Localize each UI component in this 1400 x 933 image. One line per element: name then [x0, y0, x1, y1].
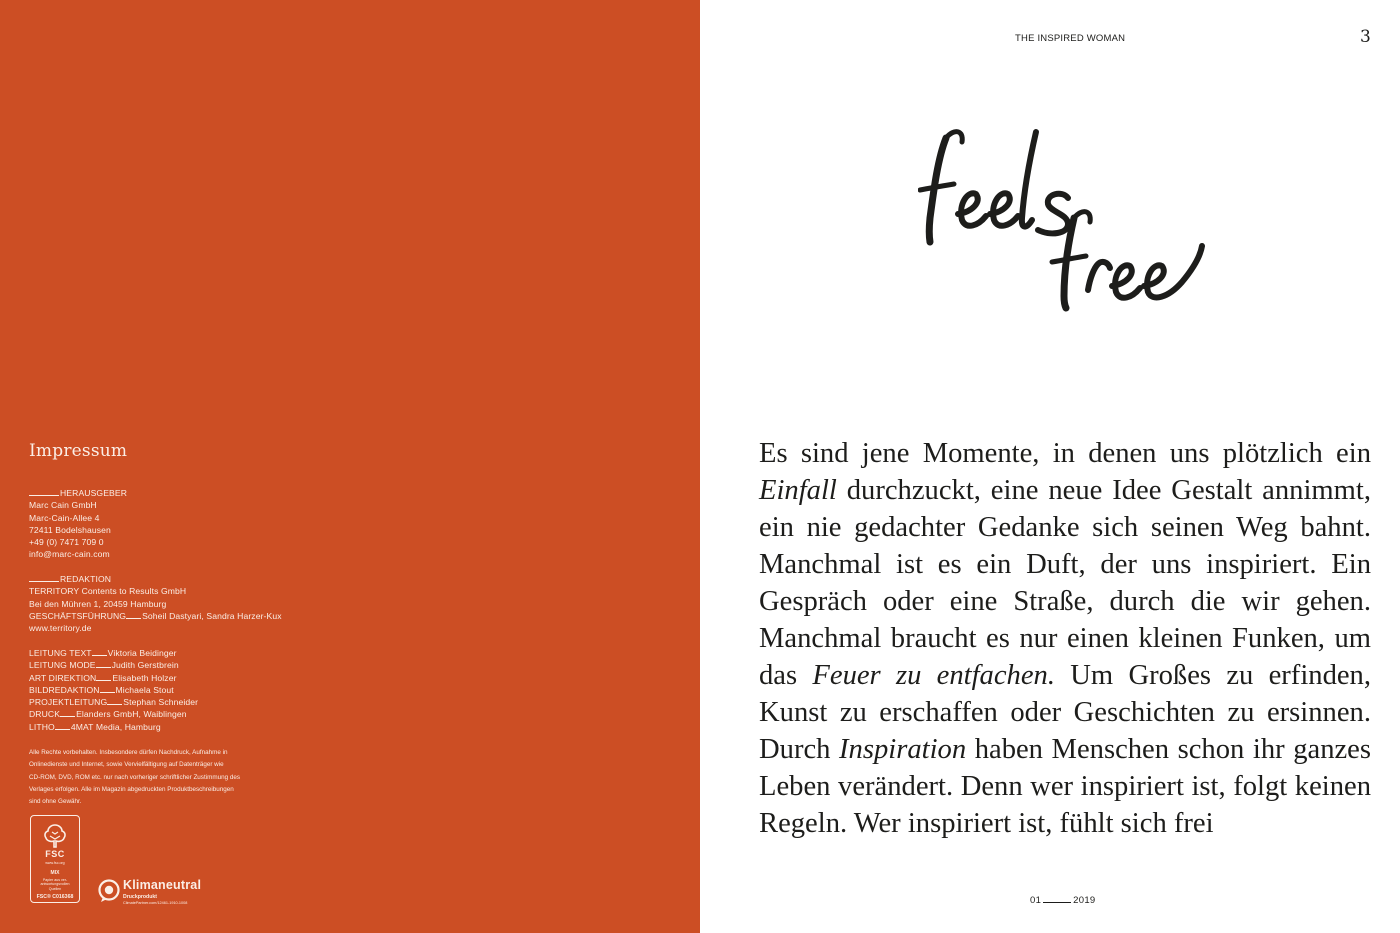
management-label: GESCHÄFTSFÜHRUNG [29, 610, 127, 621]
herausgeber-company: Marc Cain GmbH [29, 500, 97, 511]
rule-line [29, 574, 59, 582]
legal-notice [29, 747, 284, 808]
fsc-mix: MIX [50, 869, 60, 876]
staff-role: LITHO [29, 721, 55, 732]
staff-person: Viktoria Beidinger [107, 648, 177, 658]
running-head: THE INSPIRED WOMAN [1015, 33, 1126, 44]
staff-person: Judith Gerstbrein [111, 660, 179, 671]
herausgeber-label: HERAUSGEBER [60, 488, 128, 498]
staff-role: PROJEKTLEITUNG [29, 697, 108, 708]
staff-role: DRUCK [29, 709, 61, 720]
legal-line: CD-ROM, DVD, ROM etc. nur nach vorheriger schriftlicher Zustimmung des [29, 773, 241, 781]
staff-row [29, 684, 198, 696]
rule-line [1043, 895, 1071, 903]
staff-role: BILDREDAKTION [29, 684, 100, 695]
climate-partner-icon [98, 879, 120, 903]
staff-row [29, 708, 198, 720]
redaktion-url: www.territory.de [29, 623, 92, 634]
staff-person: 4MAT Media, Hamburg [70, 721, 161, 732]
intro-paragraph [759, 435, 1371, 842]
rule-line [60, 709, 75, 717]
body-text-run: durchzuckt, eine neue Idee Gestalt annimmt, ein nie gedachter Gedanke sich seinen Weg bahnt. Manchmal ist es ein Duft, der uns inspiriert. Ein Gespräch oder eine Straße, durch die wir gehen. Manchmal braucht es nur einen kleinen Funken, um das [759, 475, 1371, 691]
fsc-tree-icon [40, 822, 70, 850]
herausgeber-phone: +49 (0) 7471 709 0 [29, 537, 104, 548]
staff-role: ART DIREKTION [29, 672, 97, 683]
klimaneutral-title: Klimaneutral [123, 878, 202, 892]
rule-line [126, 611, 141, 619]
rule-line [55, 722, 70, 730]
rule-line [96, 673, 111, 681]
redaktion-label-line [29, 573, 282, 585]
fsc-code: FSC® C016368 [36, 894, 74, 900]
herausgeber-street: Marc-Cain-Allee 4 [29, 512, 100, 523]
issue-folio [1030, 895, 1096, 906]
management-names: Soheil Dastyari, Sandra Harzer-Kux [142, 610, 282, 621]
fsc-desc-line: Quellen [48, 886, 62, 891]
klimaneutral-subtitle: Druckprodukt [123, 894, 158, 900]
klimaneutral-badge [98, 877, 228, 909]
herausgeber-email: info@marc-cain.com [29, 549, 110, 560]
rule-line [107, 697, 122, 705]
folio-year: 2019 [1073, 895, 1096, 906]
legal-line: Alle Rechte vorbehalten. Insbesondere dürfen Nachdruck, Aufnahme in [29, 749, 228, 756]
staff-person: Stephan Schneider [123, 697, 199, 708]
page-number: 3 [1360, 27, 1371, 47]
staff-list [29, 647, 198, 733]
staff-person: Elanders GmbH, Waiblingen [76, 709, 187, 720]
feels-free-headline [918, 118, 1218, 318]
staff-row [29, 659, 198, 671]
body-text-run: Um Großes zu erfinden, Kunst zu erschaffen oder Geschichten zu ersinnen. Durch [759, 660, 1372, 765]
fsc-desc-line: antwortungsvollen [40, 882, 70, 887]
fsc-desc-line: Papier aus ver- [42, 877, 68, 882]
fsc-site: www.fsc.org [45, 861, 65, 865]
legal-line: Onlinedienste und Internet, sowie Vervielfältigung auf Datenträger wie [29, 761, 224, 769]
staff-row [29, 696, 198, 708]
body-text-run: Es sind jene Momente, in denen uns plötzlich ein [759, 438, 1371, 469]
redaktion-management [29, 610, 282, 622]
legal-line: sind ohne Gewähr. [29, 798, 82, 806]
rule-line [100, 685, 115, 693]
right-page-editorial [700, 0, 1400, 933]
staff-role: LEITUNG MODE [29, 660, 96, 671]
legal-line: Verlages erfolgen. Alle im Magazin abgedruckten Produktbeschreibungen [29, 785, 234, 793]
body-text-emphasis: Inspiration [839, 734, 967, 765]
folio-issue: 01 [1030, 895, 1042, 906]
staff-row [29, 721, 198, 733]
redaktion-label: REDAKTION [60, 574, 112, 584]
herausgeber-label-line [29, 487, 127, 499]
fsc-badge [30, 815, 80, 903]
staff-row [29, 672, 198, 684]
redaktion-block [29, 573, 282, 634]
staff-role: LEITUNG TEXT [29, 648, 92, 658]
herausgeber-block [29, 487, 127, 561]
fsc-letters: FSC [45, 849, 65, 859]
herausgeber-city: 72411 Bodelshausen [29, 524, 111, 535]
rule-line [96, 660, 111, 668]
body-text-run: haben Menschen schon ihr ganzes Leben verändert. Denn wer inspiriert ist, folgt keinen Regeln. Wer inspiriert ist, fühlt sich frei [759, 734, 1371, 839]
body-text-emphasis: Feuer zu entfachen. [812, 660, 1055, 691]
klimaneutral-url: ClimatePartner.com/12461-1910-1008 [123, 901, 188, 905]
redaktion-company: TERRITORY Contents to Results GmbH [29, 586, 187, 597]
staff-row [29, 647, 198, 659]
rule-line [29, 488, 59, 496]
redaktion-address: Bei den Mühren 1, 20459 Hamburg [29, 598, 167, 609]
staff-person: Michaela Stout [115, 684, 174, 695]
staff-person: Elisabeth Holzer [112, 672, 177, 683]
fsc-desc [31, 878, 79, 892]
body-text-emphasis: Einfall [759, 475, 837, 506]
rule-line [92, 648, 107, 656]
impressum-title: Impressum [29, 441, 128, 461]
